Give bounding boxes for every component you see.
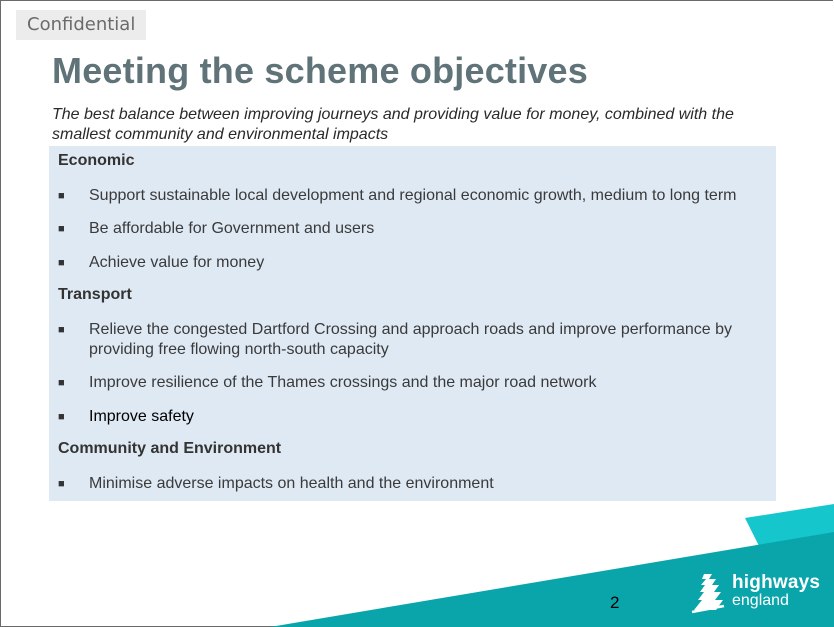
highways-england-logo-icon — [690, 572, 728, 614]
brand-word-highways: highways — [732, 572, 821, 593]
list-item-text: Relieve the congested Dartford Crossing and approach roads and improve performance by providing free flowing north-south capacity — [89, 321, 733, 358]
section-heading-economic: Economic — [58, 152, 135, 169]
page-number: 2 — [610, 593, 620, 612]
bullet-icon: ■ — [58, 377, 65, 389]
slide-subtitle: The best balance between improving journeys and providing value for money, combined with the smallest community and environmental impacts — [52, 106, 734, 143]
bullet-icon: ■ — [58, 223, 65, 235]
bullet-icon: ■ — [58, 190, 65, 202]
list-item-text: Achieve value for money — [89, 254, 265, 271]
confidential-label: Confidential — [16, 10, 146, 40]
slide-title: Meeting the scheme objectives — [52, 50, 588, 91]
list-item-text: Minimise adverse impacts on health and the environment — [89, 475, 494, 492]
brand-word-england: england — [732, 592, 789, 609]
list-item-text: Be affordable for Government and users — [89, 220, 375, 237]
bullet-icon: ■ — [58, 257, 65, 269]
list-item-text: Improve safety — [89, 408, 194, 425]
brand-logo — [690, 572, 830, 614]
list-item-text: Support sustainable local development and regional economic growth, medium to long term — [89, 187, 737, 204]
bullet-icon: ■ — [58, 411, 65, 423]
bullet-icon: ■ — [58, 478, 65, 490]
section-heading-community-environment: Community and Environment — [58, 440, 282, 457]
list-item-text: Improve resilience of the Thames crossings and the major road network — [89, 374, 597, 391]
bullet-icon: ■ — [58, 324, 65, 336]
section-heading-transport: Transport — [58, 286, 132, 303]
